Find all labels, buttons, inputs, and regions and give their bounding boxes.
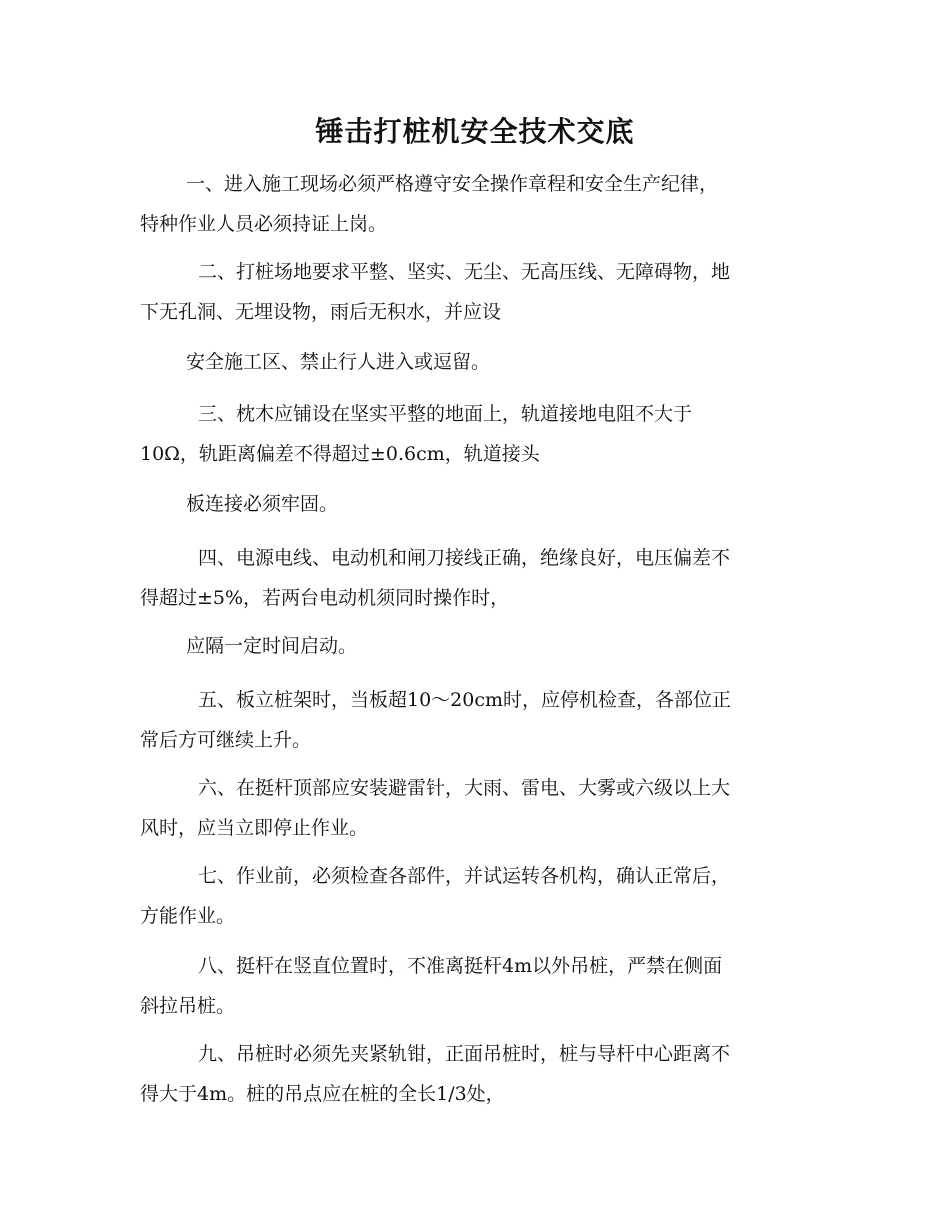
paragraph-line: 得大于4m。桩的吊点应在桩的全长1/3处，: [140, 1083, 505, 1105]
paragraph-1: [140, 164, 820, 244]
paragraph-5: [140, 484, 820, 524]
paragraph-line: 四、电源电线、电动机和闸刀接线正确，绝缘良好，电压偏差不: [198, 547, 731, 569]
paragraph-line: 二、打桩场地要求平整、坚实、无尘、无高压线、无障碍物，地: [198, 261, 731, 283]
paragraph-12: [140, 1034, 820, 1114]
paragraph-line: 得超过±5%，若两台电动机须同时操作时，: [140, 587, 510, 609]
paragraph-line: 应隔一定时间启动。: [186, 635, 358, 657]
paragraph-line: 三、枕木应铺设在坚实平整的地面上，轨道接地电阻不大于: [198, 403, 693, 425]
paragraph-line: 下无孔洞、无埋设物，雨后无积水，并应设: [140, 301, 502, 323]
paragraph-7: [140, 626, 820, 666]
paragraph-10: [140, 856, 820, 936]
paragraph-line: 七、作业前，必须检查各部件，并试运转各机构，确认正常后，: [198, 865, 731, 887]
paragraph-line: 斜拉吊桩。: [140, 995, 236, 1017]
paragraph-line: 风时，应当立即停止作业。: [140, 817, 369, 839]
paragraph-line: 方能作业。: [140, 905, 236, 927]
paragraph-4: [140, 394, 820, 474]
paragraph-line: 板连接必须牢固。: [186, 493, 339, 515]
paragraph-6: [140, 538, 820, 618]
paragraph-line: 五、板立桩架时，当板超10～20cm时，应停机检查，各部位正: [198, 689, 732, 711]
paragraph-8: [140, 680, 820, 760]
paragraph-9: [140, 768, 820, 848]
paragraph-line: 六、在挺杆顶部应安装避雷针，大雨、雷电、大雾或六级以上大: [198, 777, 731, 799]
paragraph-line: 一、进入施工现场必须严格遵守安全操作章程和安全生产纪律，: [186, 173, 719, 195]
paragraph-2: [140, 252, 820, 332]
paragraph-11: [140, 946, 820, 1026]
paragraph-line: 八、挺杆在竖直位置时，不准离挺杆4m以外吊桩，严禁在侧面: [198, 955, 723, 977]
paragraph-3: [140, 342, 820, 382]
paragraph-line: 特种作业人员必须持证上岗。: [140, 213, 388, 235]
paragraph-line: 常后方可继续上升。: [140, 729, 312, 751]
document-title: 锤击打桩机安全技术交底: [315, 115, 635, 148]
paragraph-line: 安全施工区、禁止行人进入或逗留。: [186, 351, 491, 373]
paragraph-line: 九、吊桩时必须先夹紧轨钳，正面吊桩时，桩与导杆中心距离不: [198, 1043, 731, 1065]
paragraph-line: 10Ω，轨距离偏差不得超过±0.6cm，轨道接头: [140, 443, 540, 465]
